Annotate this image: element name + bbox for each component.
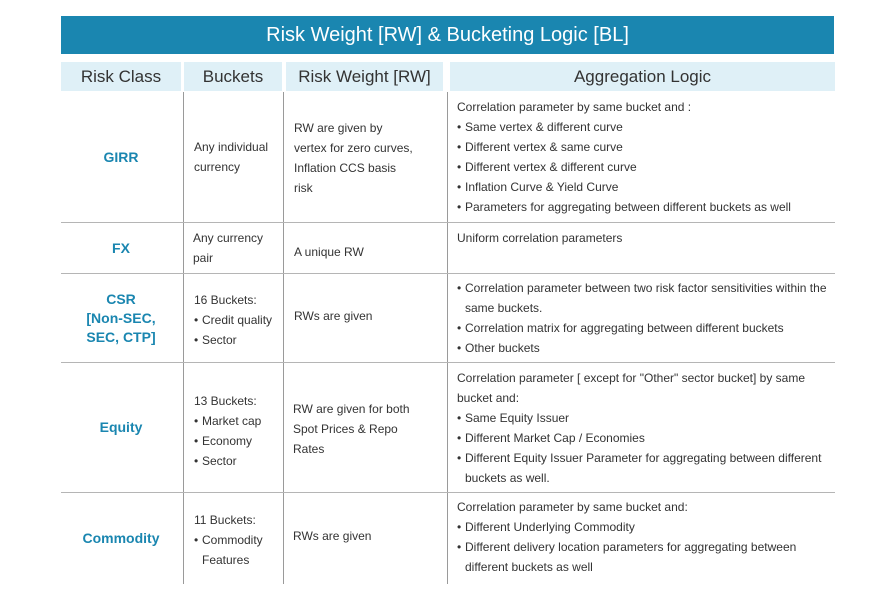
list-item: • Same vertex & different curve <box>457 117 835 137</box>
list-item: • Same Equity Issuer <box>457 408 829 428</box>
risk-class-commodity: Commodity <box>82 530 160 546</box>
list-item: • Credit quality <box>194 310 282 330</box>
list-item: • Different Market Cap / Economies <box>457 428 829 448</box>
column-divider <box>183 92 184 584</box>
header-risk-weight: Risk Weight [RW] <box>286 62 443 91</box>
list-item: • Different Underlying Commodity <box>457 517 829 537</box>
aggregation-fx: Uniform correlation parameters <box>457 231 623 245</box>
list-item: • Other buckets <box>457 338 837 358</box>
risk-class-equity: Equity <box>99 419 143 435</box>
list-item: • Market cap <box>194 411 282 431</box>
risk-class-csr: CSR [Non-SEC, SEC, CTP] <box>86 290 156 345</box>
buckets-girr: Any individual currency <box>194 140 269 174</box>
risk-class-girr: GIRR <box>103 148 139 165</box>
risk-weight-girr: RW are given by vertex for zero curves, Inflation CCS basis risk <box>294 121 413 195</box>
aggregation-commodity: Correlation parameter by same bucket and: • Different Underlying Commodity • Different delivery location parameters for aggregating between different buckets as well <box>457 497 829 577</box>
risk-weight-csr: RWs are given <box>294 309 373 323</box>
risk-weight-equity: RW are given for both Spot Prices & Repo Rates <box>293 402 410 456</box>
risk-weight-commodity: RWs are given <box>293 529 372 543</box>
column-divider <box>447 92 448 584</box>
list-item: • Inflation Curve & Yield Curve <box>457 177 835 197</box>
list-item: • Parameters for aggregating between different buckets as well <box>457 197 835 217</box>
list-item: • Different vertex & different curve <box>457 157 835 177</box>
list-item: • Economy <box>194 431 282 451</box>
column-divider <box>283 92 284 584</box>
list-item: • Different Equity Issuer Parameter for aggregating between different buckets as well. <box>457 448 829 488</box>
buckets-equity: 13 Buckets: • Market cap • Economy • Sector <box>194 391 282 471</box>
aggregation-equity: Correlation parameter [ except for "Other" sector bucket] by same bucket and: • Same Equity Issuer • Different Market Cap / Economies • Different Equity Issuer Parameter for aggregating between different buckets as well. <box>457 368 829 488</box>
header-buckets: Buckets <box>184 62 282 91</box>
buckets-csr: 16 Buckets: • Credit quality • Sector <box>194 290 282 350</box>
list-item: • Different vertex & same curve <box>457 137 835 157</box>
buckets-fx: Any currency pair <box>193 231 264 265</box>
risk-weight-fx: A unique RW <box>294 245 364 259</box>
list-item: • Sector <box>194 330 282 350</box>
list-item: • Sector <box>194 451 282 471</box>
table-title: Risk Weight [RW] & Bucketing Logic [BL] <box>61 16 834 54</box>
list-item: • Correlation parameter between two risk factor sensitivities within the same buckets. <box>457 278 837 318</box>
header-aggregation-logic: Aggregation Logic <box>450 62 835 91</box>
aggregation-girr: Correlation parameter by same bucket and : • Same vertex & different curve • Different vertex & same curve • Different vertex & different curve • Inflation Curve & Yield Curve • Parameters for aggregating between different buckets as well <box>457 97 835 217</box>
risk-class-fx: FX <box>112 239 130 256</box>
buckets-commodity: 11 Buckets: • Commodity Features <box>194 510 280 570</box>
aggregation-csr <box>457 278 837 358</box>
list-item: • Correlation matrix for aggregating between different buckets <box>457 318 837 338</box>
list-item: • Commodity Features <box>194 530 280 570</box>
header-risk-class: Risk Class <box>61 62 181 91</box>
list-item: • Different delivery location parameters for aggregating between different buckets as well <box>457 537 829 577</box>
